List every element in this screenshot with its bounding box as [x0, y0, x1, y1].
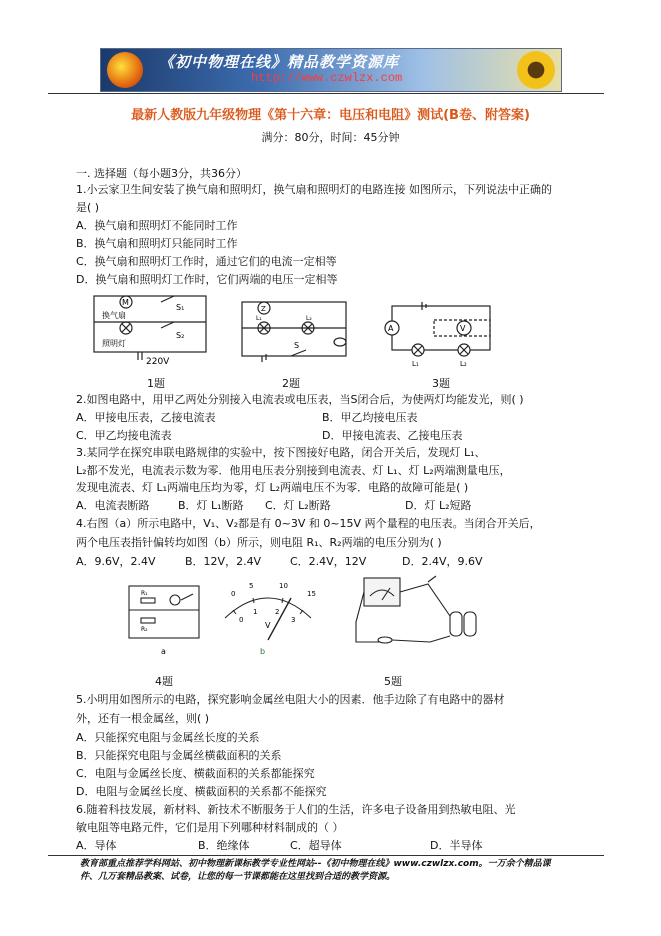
- q3-option-c: C．灯 L₂断路: [265, 499, 331, 512]
- sunflower-icon: [517, 51, 555, 89]
- q6-stem-line1: 6.随着科技发展，新材料、新技术不断服务于人们的生活，许多电子设备用到热敏电阻、光: [76, 803, 516, 816]
- fig4-scale-top-10: 10: [279, 582, 288, 590]
- q4-stem-line2: 两个电压表指针偏转均如图（b）所示，则电阻 R₁、R₂两端的电压分别为( ): [76, 536, 442, 549]
- q5-option-d: D．电阻与金属丝长度、横截面积的关系都不能探究: [76, 785, 327, 798]
- fig2-switch-label: S: [294, 341, 300, 350]
- page-title: 最新人教版九年级物理《第十六章：电压和电阻》测试(B卷、附答案): [131, 108, 530, 123]
- figure-3-circuit: [378, 290, 498, 370]
- q6-stem-line2: 敏电阻等电路元件，它们是用下列哪种材料制成的（ ）: [76, 821, 344, 834]
- fig3-l2-label: L₂: [460, 360, 467, 368]
- banner-title: 《初中物理在线》精品教学资源库: [159, 53, 400, 71]
- q1-option-d: D．换气扇和照明灯工作时，它们两端的电压一定相等: [76, 273, 338, 286]
- fig2-meter-label: Z: [261, 305, 266, 313]
- figure-5-apparatus: [350, 572, 490, 662]
- site-logo: [107, 52, 143, 88]
- footer-line2: 件、几万套精品教案、试卷，让您的每一节课都能在这里找到合适的教学资源。: [80, 872, 396, 882]
- q2-option-a: A．甲接电压表，乙接电流表: [76, 411, 216, 424]
- q5-option-b: B．只能探究电阻与金属丝横截面积的关系: [76, 749, 282, 762]
- fig4-caption: 4题: [155, 675, 173, 688]
- fig4-scale-bottom-1: 1: [253, 608, 258, 616]
- q6-option-a: A．导体: [76, 839, 117, 852]
- fig3-voltmeter-label: V: [460, 324, 466, 333]
- fig1-lamp-label: 照明灯: [102, 339, 126, 348]
- q5-stem-line2: 外，还有一根金属丝，则( ): [76, 712, 210, 725]
- fig4-scale-top-0: 0: [231, 590, 236, 598]
- fig1-fan-label: 换气扇: [102, 311, 126, 320]
- fig5-caption: 5题: [384, 675, 402, 688]
- q1-stem-line2: 是( ): [76, 201, 100, 214]
- q3-stem-line2: L₂都不发光，电流表示数为零．他用电压表分别接到电流表、灯 L₁、灯 L₂两端测量电压，: [76, 464, 511, 477]
- fig4-r2-label: R₂: [141, 626, 148, 633]
- q1-option-c: C．换气扇和照明灯工作时，通过它们的电流一定相等: [76, 255, 337, 268]
- fig1-s2-label: S₂: [176, 331, 185, 340]
- q4-option-c: C．2.4V，12V: [290, 555, 367, 568]
- fig3-l1-label: L₁: [412, 360, 419, 368]
- q2-option-c: C．甲乙均接电流表: [76, 429, 172, 442]
- q4-option-a: A．9.6V，2.4V: [76, 555, 156, 568]
- q5-stem-line1: 5.小明用如图所示的电路，探究影响金属丝电阻大小的因素．他手边除了有电路中的器材: [76, 693, 505, 706]
- fig4-r1-label: R₁: [141, 590, 148, 597]
- q2-option-d: D．甲接电流表、乙接电压表: [322, 429, 463, 442]
- q4-option-d: D．2.4V，9.6V: [402, 555, 483, 568]
- fig1-s1-label: S₁: [176, 303, 185, 312]
- figure-4a-circuit: [123, 578, 208, 658]
- figure-1-circuit: [86, 290, 216, 370]
- q4-option-b: B．12V，2.4V: [185, 555, 262, 568]
- q6-option-b: B．绝缘体: [198, 839, 250, 852]
- q3-option-a: A．电流表断路: [76, 499, 150, 512]
- section-heading: 一. 选择题（每小题3分，共36分）: [76, 167, 247, 180]
- q5-option-a: A．只能探究电阻与金属丝长度的关系: [76, 731, 260, 744]
- fig4-scale-bottom-2: 2: [275, 608, 280, 616]
- fig3-ammeter-label: A: [388, 324, 394, 333]
- fig1-motor-label: M: [122, 298, 129, 307]
- fig1-caption: 1题: [147, 377, 165, 390]
- fig4-scale-bottom-3: 3: [291, 616, 296, 624]
- q1-option-a: A．换气扇和照明灯不能同时工作: [76, 219, 238, 232]
- fig4-scale-top-5: 5: [249, 582, 254, 590]
- fig2-l2-label: L₂: [306, 315, 312, 322]
- figure-4b-voltmeter-dial: [213, 576, 323, 658]
- fig4-label-a: a: [161, 647, 166, 656]
- footer-line1: 教育部重点推荐学科网站、初中物理新课标教学专业性网站--《初中物理在线》www.czwlzx.com。一万余个精品课: [80, 859, 551, 869]
- q6-option-c: C．超导体: [290, 839, 342, 852]
- q2-stem: 2.如图电路中，用甲乙两处分别接入电流表或电压表，当S闭合后，为使两灯均能发光，则( ): [76, 393, 524, 406]
- exam-meta: 满分：80分，时间：45分钟: [261, 131, 400, 144]
- q5-option-c: C．电阻与金属丝长度、横截面积的关系都能探究: [76, 767, 315, 780]
- fig4-label-b: b: [260, 647, 266, 656]
- q3-stem-line3: 发现电流表、灯 L₁两端电压均为零，灯 L₂两端电压不为零．电路的故障可能是( ): [76, 481, 469, 494]
- fig3-caption: 3题: [432, 377, 450, 390]
- figure-2-circuit: [236, 296, 356, 366]
- q3-option-b: B．灯 L₁断路: [178, 499, 244, 512]
- banner-url[interactable]: http://www.czwlzx.com: [251, 71, 403, 85]
- header-divider: [48, 93, 604, 94]
- fig2-caption: 2题: [282, 377, 300, 390]
- footer-divider: [48, 855, 604, 856]
- fig4-scale-bottom-0: 0: [239, 616, 244, 624]
- q1-stem-line1: 1.小云家卫生间安装了换气扇和照明灯，换气扇和照明灯的电路连接 如图所示，下列说法中正确的: [76, 183, 552, 196]
- q6-option-d: D．半导体: [430, 839, 483, 852]
- fig1-voltage-label: 220V: [146, 357, 170, 367]
- site-banner: [100, 48, 562, 92]
- fig4-v-label: V: [265, 621, 271, 630]
- q4-stem-line1: 4.右图（a）所示电路中，V₁、V₂都是有 0~3V 和 0~15V 两个量程的电压表。当闭合开关后，: [76, 517, 541, 530]
- fig2-l1-label: L₁: [256, 315, 262, 322]
- q1-option-b: B．换气扇和照明灯只能同时工作: [76, 237, 238, 250]
- q2-option-b: B．甲乙均接电压表: [322, 411, 418, 424]
- fig4-scale-top-15: 15: [307, 590, 316, 598]
- q3-option-d: D．灯 L₂短路: [405, 499, 472, 512]
- q3-stem-line1: 3.某同学在探究串联电路规律的实验中，按下图接好电路，闭合开关后，发现灯 L₁、: [76, 446, 486, 459]
